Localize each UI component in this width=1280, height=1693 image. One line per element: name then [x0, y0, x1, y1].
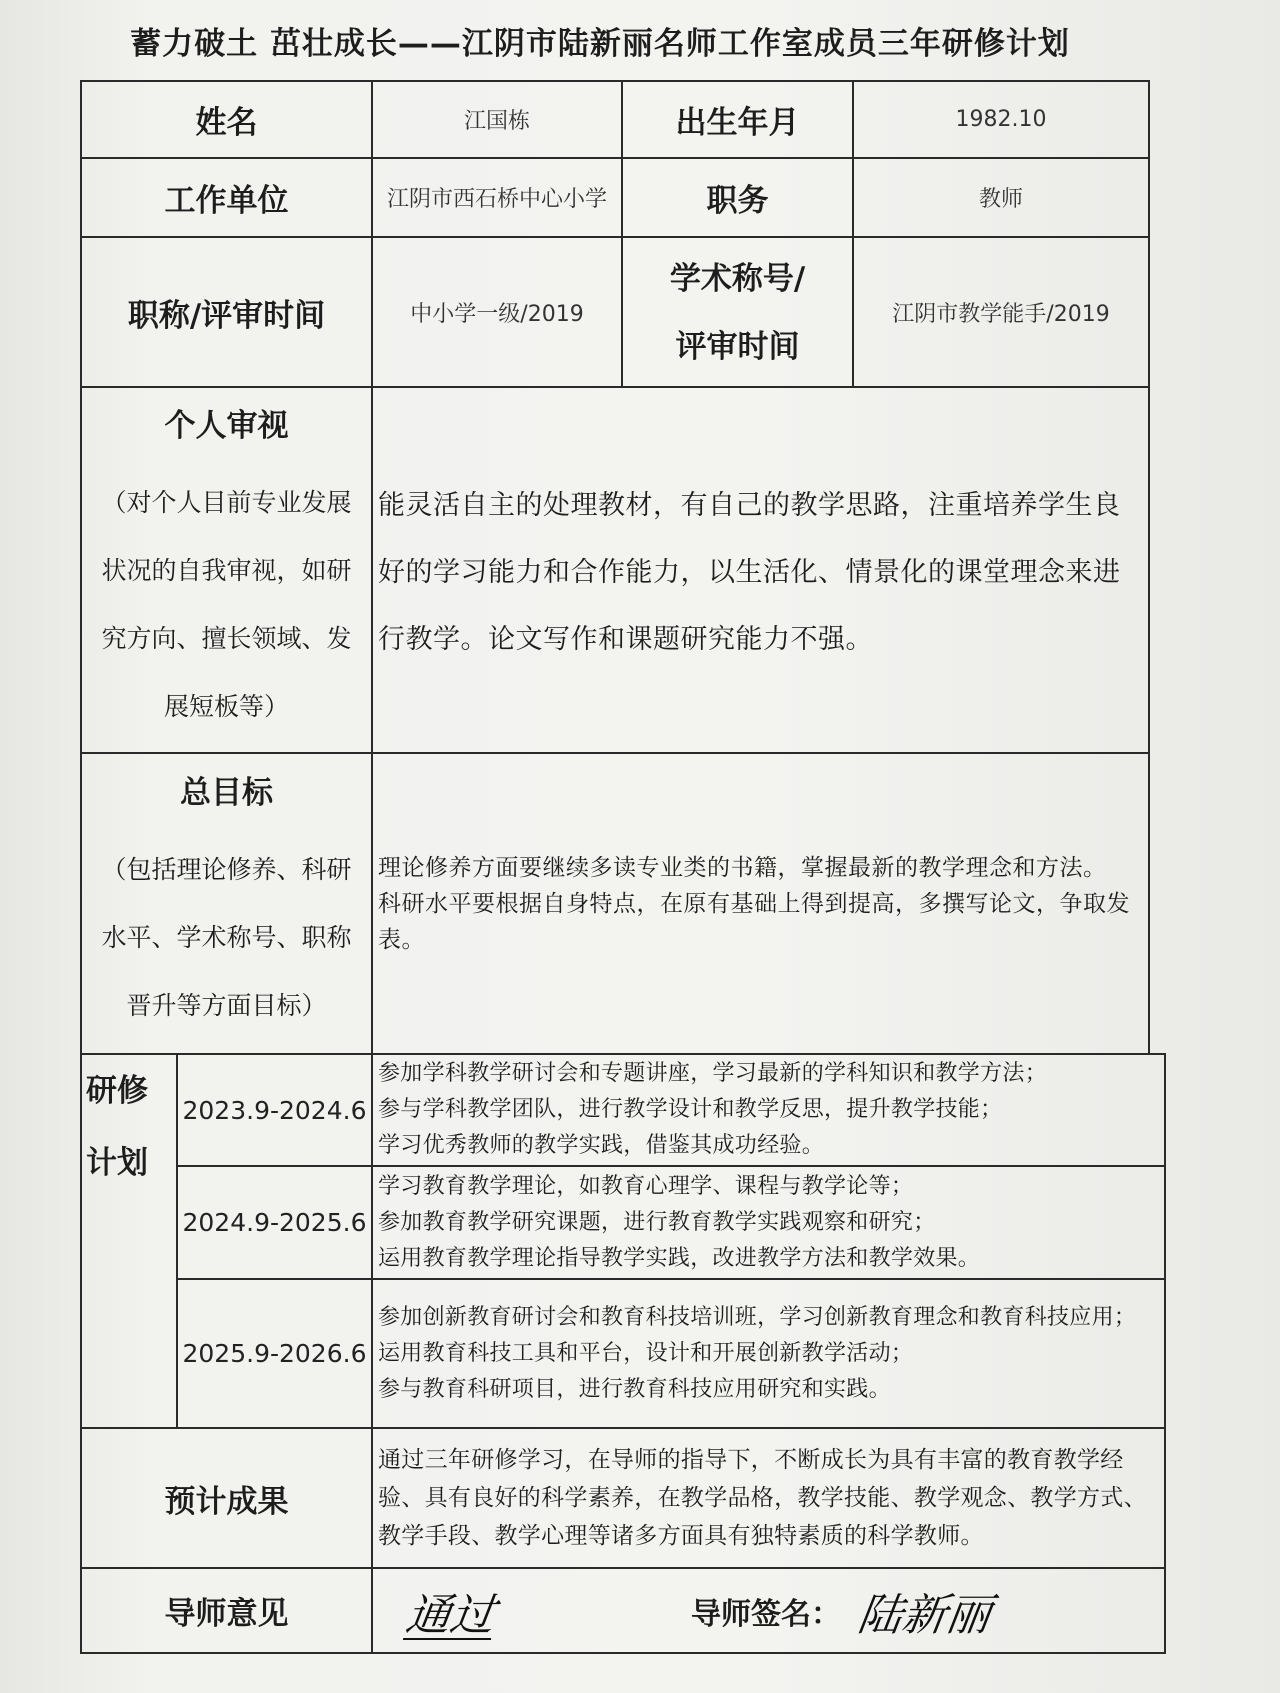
overall-goal-hint: （包括理论修养、科研水平、学术称号、职称晋升等方面目标） [101, 855, 352, 1020]
phase-2-item: 学习教育教学理论，如教育心理学、课程与教学论等； [378, 1173, 914, 1199]
title-label: 职称/评审时间 [80, 236, 373, 388]
phase-1-content [371, 1053, 1166, 1167]
phase-2-item: 运用教育教学理论指导教学实践，改进教学方法和教学效果。 [378, 1245, 981, 1271]
overall-goal-content [371, 752, 1150, 1055]
academic-label-line1: 学术称号/ [669, 261, 806, 297]
mentor-signature-row [371, 1567, 1166, 1654]
birth-label: 出生年月 [621, 80, 854, 159]
phase-1-period: 2023.9-2024.6 [176, 1053, 373, 1167]
phase-1-item: 参加学科教学研讨会和专题讲座，学习最新的学科知识和教学方法； [378, 1061, 1048, 1086]
phase-2-content [371, 1165, 1166, 1280]
birth-value: 1982.10 [852, 80, 1150, 159]
phase-1-item: 学习优秀教师的教学实践，借鉴其成功经验。 [378, 1133, 825, 1158]
unit-label: 工作单位 [80, 157, 373, 238]
mentor-signature-handwriting: 陆新丽 [854, 1589, 994, 1641]
phase-3-item: 参加创新教育研讨会和教育科技培训班，学习创新教育理念和教育科技应用； [378, 1304, 1137, 1330]
overall-goal-text [378, 850, 1140, 958]
overall-goal-line1: 理论修养方面要继续多读专业类的书籍，掌握最新的教学理念和方法。 [378, 855, 1107, 881]
title-value: 中小学一级/2019 [371, 236, 623, 388]
overall-goal-heading: 总目标 [180, 775, 273, 811]
overall-goal-line2: 科研水平要根据自身特点，在原有基础上得到提高，多撰写论文，争取发表。 [378, 891, 1130, 953]
phase-2-period: 2024.9-2025.6 [176, 1165, 373, 1280]
duty-label: 职务 [621, 157, 854, 238]
academic-value: 江阴市教学能手/2019 [852, 236, 1150, 388]
phase-3-item: 参与教育科研项目，进行教育科技应用研究和实践。 [378, 1376, 891, 1402]
mentor-opinion-label: 导师意见 [80, 1567, 373, 1654]
mentor-opinion-handwriting: 通过 [402, 1589, 498, 1641]
unit-value: 江阴市西石桥中心小学 [371, 157, 623, 238]
name-label: 姓名 [80, 80, 373, 159]
expected-result-text: 通过三年研修学习，在导师的指导下，不断成长为具有丰富的教育教学经验、具有良好的科学素养，在教学品格，教学技能、教学观念、教学方式、教学手段、教学心理等诸多方面具有独特素质的科学教师。 [378, 1447, 1147, 1549]
phase-3-period: 2025.9-2026.6 [176, 1278, 373, 1429]
study-plan-label-line2: 计划 [86, 1145, 148, 1181]
expected-result-content [371, 1427, 1166, 1569]
study-plan-label [80, 1053, 178, 1429]
self-review-content [371, 386, 1150, 754]
academic-label-line2: 评审时间 [675, 329, 800, 365]
self-review-hint: （对个人目前专业发展状况的自我审视，如研究方向、擅长领域、发展短板等） [101, 487, 352, 721]
phase-3-content [371, 1278, 1166, 1429]
phase-3-item: 运用教育科技工具和平台，设计和开展创新教学活动； [378, 1340, 914, 1366]
study-plan-label-line1: 研修 [86, 1073, 148, 1109]
self-review-text: 能灵活自主的处理教材，有自己的教学思路，注重培养学生良好的学习能力和合作能力，以生活化、情景化的课堂理念来进行教学。论文写作和课题研究能力不强。 [378, 490, 1121, 655]
self-review-label [80, 386, 373, 754]
overall-goal-label [80, 752, 373, 1055]
duty-value: 教师 [852, 157, 1150, 238]
expected-result-label: 预计成果 [80, 1427, 373, 1569]
document-title: 蓄力破土 茁壮成长——江阴市陆新丽名师工作室成员三年研修计划 [130, 26, 1070, 62]
self-review-heading: 个人审视 [164, 407, 289, 444]
mentor-signature-label: 导师签名： [691, 1596, 841, 1632]
phase-2-item: 参加教育教学研究课题，进行教育教学实践观察和研究； [378, 1209, 936, 1235]
academic-label [621, 236, 854, 388]
phase-1-item: 参与学科教学团队，进行教学设计和教学反思，提升教学技能； [378, 1097, 1003, 1122]
name-value: 江国栋 [371, 80, 623, 159]
